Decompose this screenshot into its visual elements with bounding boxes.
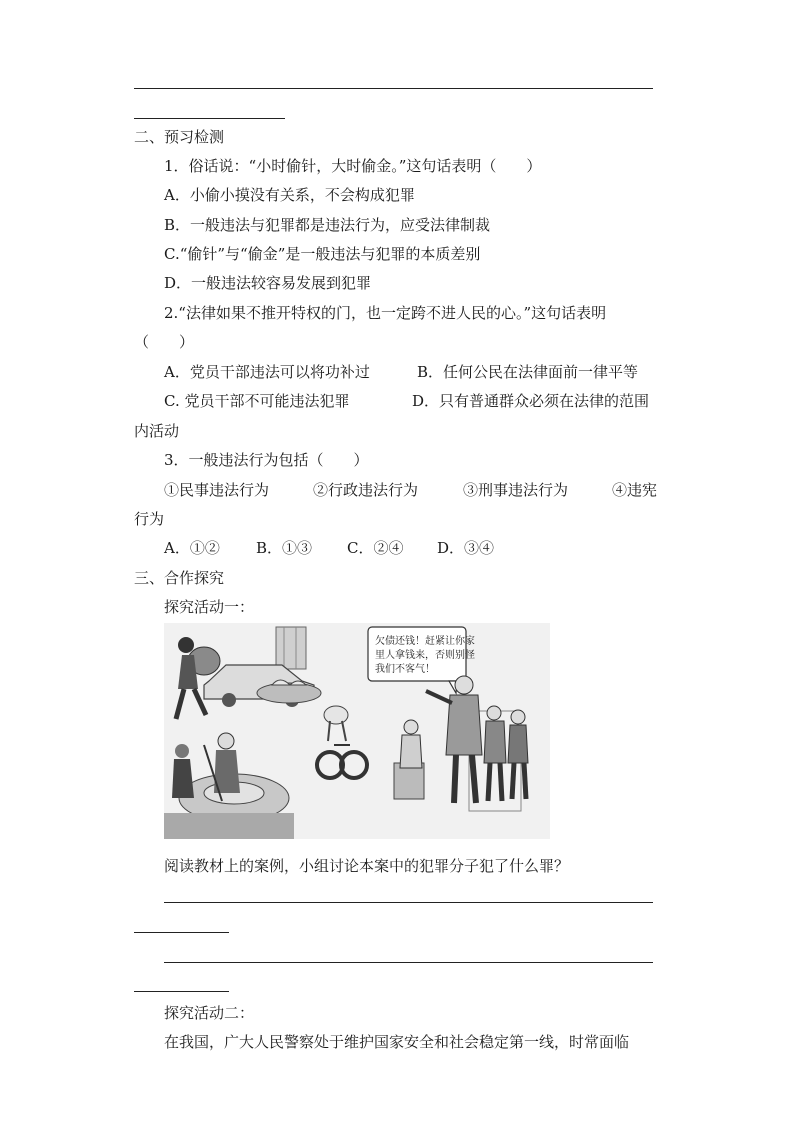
speech-bubble-line: 欠债还钱！赶紧让你家 <box>375 636 475 647</box>
section-heading: 二、预习检测 <box>134 128 225 146</box>
question-3-option-b: B．①③ <box>256 539 313 557</box>
question-2-option-d-cont: 内活动 <box>134 422 180 440</box>
question-1-option-d: D．一般违法较容易发展到犯罪 <box>164 274 372 292</box>
question-1-option-a: A．小偷小摸没有关系，不会构成犯罪 <box>164 186 415 204</box>
question-3-option-d: D．③④ <box>437 539 495 557</box>
activity-2-title: 探究活动二： <box>164 1004 255 1022</box>
activity-1-title: 探究活动一： <box>164 598 255 616</box>
answer-line <box>134 118 285 119</box>
activity-1-question: 阅读教材上的案例，小组讨论本案中的犯罪分子犯了什么罪？ <box>164 857 570 875</box>
question-1-stem: 1．俗话说：“小时偷针，大时偷金。”这句话表明（ ） <box>164 157 542 175</box>
question-3-option-c: C．②④ <box>347 539 404 557</box>
speech-bubble-line: 里人拿钱来，否则别怪 <box>375 650 475 661</box>
question-3-item-1: ①民事违法行为 <box>164 481 270 499</box>
section-heading: 三、合作探究 <box>134 569 225 587</box>
question-2-option-c: C. 党员干部不可能违法犯罪 <box>164 392 350 410</box>
answer-line <box>164 902 653 903</box>
answer-line <box>134 932 229 933</box>
case-illustration <box>164 623 550 839</box>
question-3-option-a: A．①② <box>164 539 220 557</box>
question-2-option-b: B．任何公民在法律面前一律平等 <box>417 363 639 381</box>
speech-bubble-line: 我们不客气！ <box>375 664 435 675</box>
question-2-option-d: D．只有普通群众必须在法律的范围 <box>412 392 650 410</box>
answer-line <box>134 991 229 992</box>
question-3-item-4: ④违宪 <box>612 481 658 499</box>
question-3-item-3: ③刑事违法行为 <box>463 481 569 499</box>
question-2-option-a: A．党员干部违法可以将功补过 <box>164 363 370 381</box>
question-2-stem-cont: （ ） <box>134 333 195 351</box>
answer-line <box>134 88 653 89</box>
question-1-option-c: C.“偷针”与“偷金”是一般违法与犯罪的本质差别 <box>164 245 481 263</box>
activity-2-text: 在我国，广大人民警察处于维护国家安全和社会稳定第一线，时常面临 <box>164 1033 630 1051</box>
question-1-option-b: B．一般违法与犯罪都是违法行为，应受法律制裁 <box>164 216 491 234</box>
question-2-stem: 2.“法律如果不推开特权的门，也一定跨不进人民的心。”这句话表明 <box>164 304 607 322</box>
question-3-item-2: ②行政违法行为 <box>313 481 419 499</box>
answer-line <box>164 962 653 963</box>
question-3-stem: 3．一般违法行为包括（ ） <box>164 451 369 469</box>
question-3-item-4-cont: 行为 <box>134 510 165 528</box>
